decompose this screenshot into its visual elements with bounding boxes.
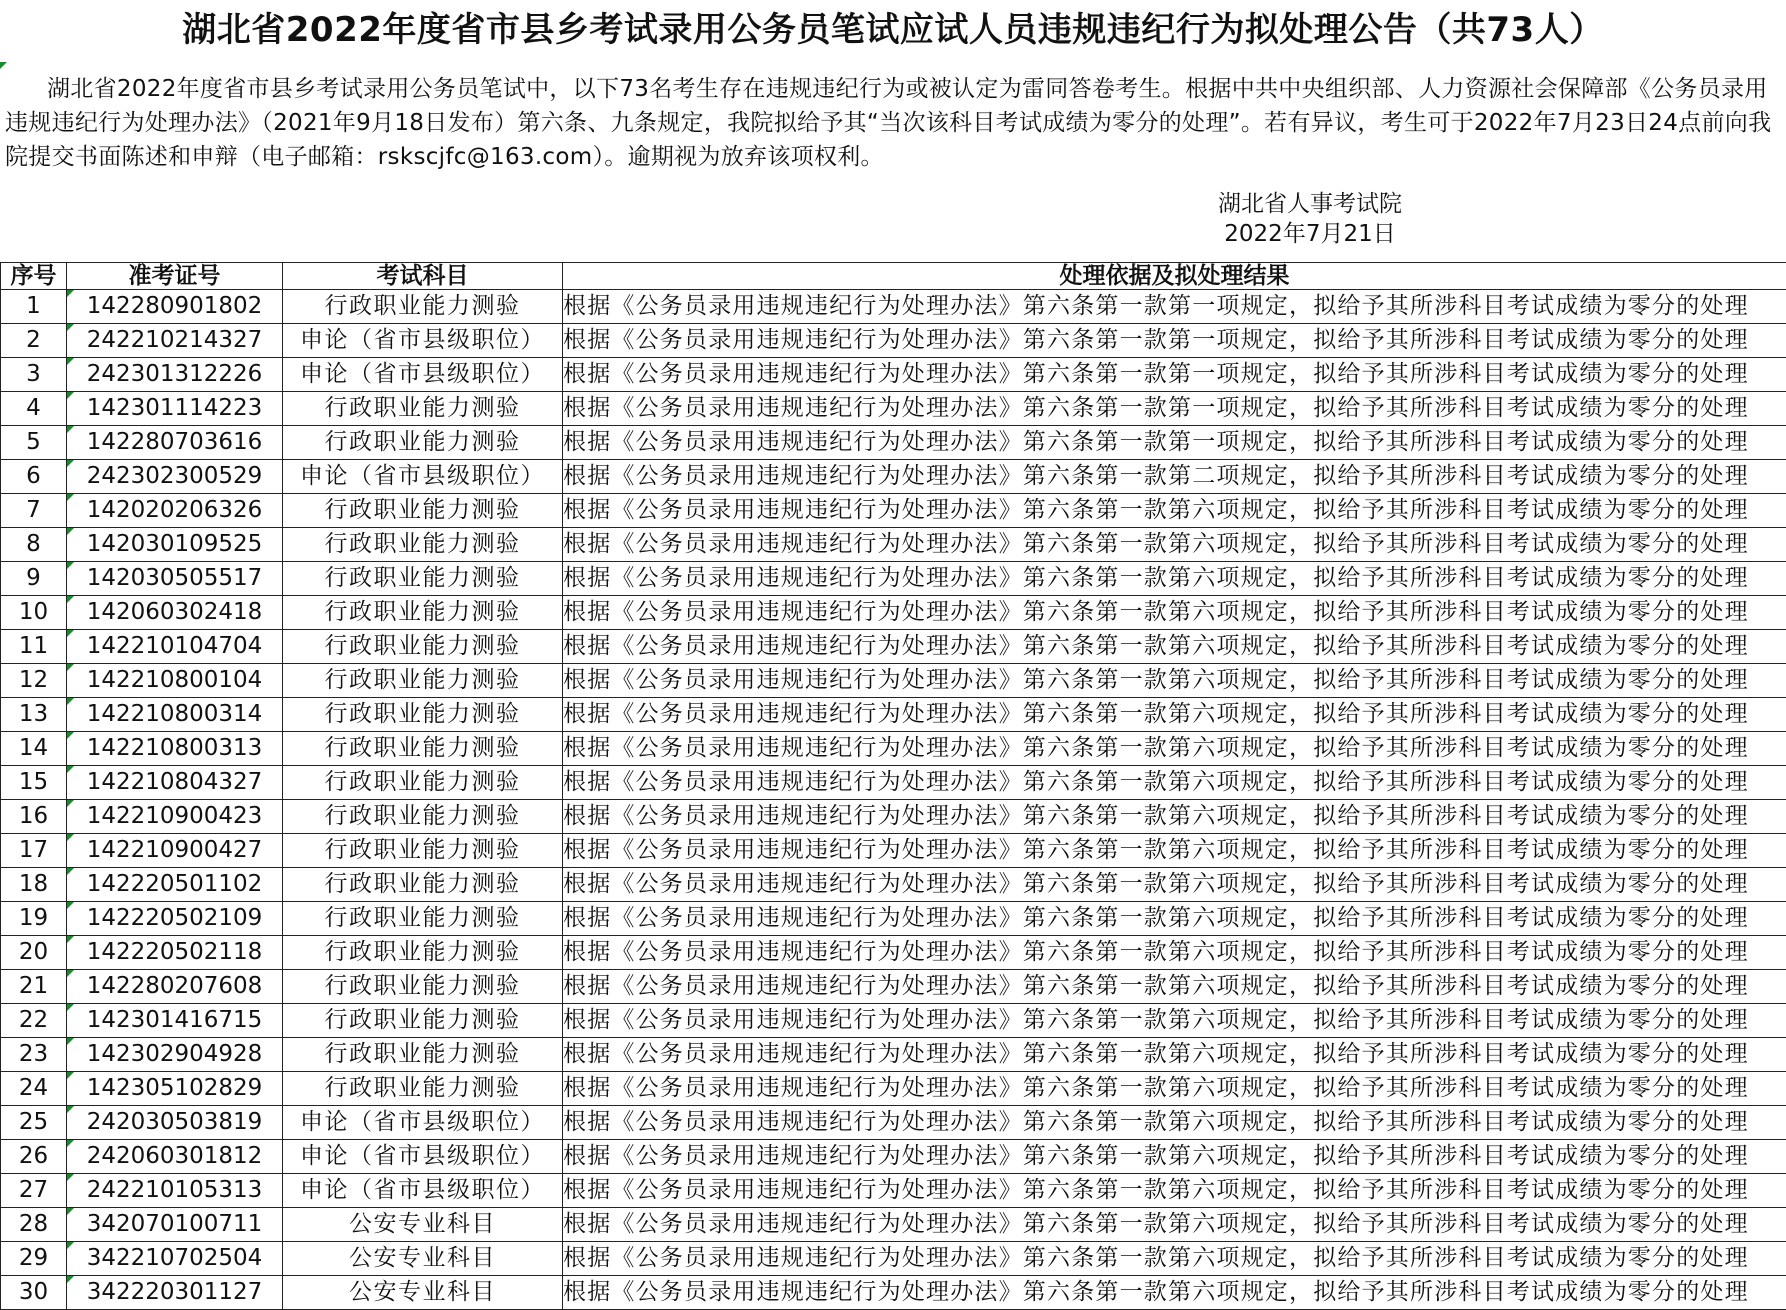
exam-id-cell: 342070100711: [67, 1208, 283, 1242]
subject-cell: 行政职业能力测验: [283, 528, 563, 562]
subject-cell: 申论（省市县级职位）: [283, 358, 563, 392]
exam-id-cell: 242210105313: [67, 1174, 283, 1208]
exam-id-cell: 142220501102: [67, 868, 283, 902]
result-cell: 根据《公务员录用违规违纪行为处理办法》第六条第一款第一项规定，拟给予其所涉科目考试成绩为零分的处理: [563, 290, 1786, 324]
table-row: [1, 630, 1786, 664]
header-seq: 序号: [1, 263, 67, 290]
seq-cell: 11: [1, 630, 67, 664]
table-row: [1, 1140, 1786, 1174]
intro-paragraph: 湖北省2022年度省市县乡考试录用公务员笔试中，以下73名考生存在违规违纪行为或被认定为雷同答卷考生。根据中共中央组织部、人力资源社会保障部《公务员录用违规违纪行为处理办法》（2021年9月18日发布）第六条、九条规定，我院拟给予其“当次该科目考试成绩为零分的处理”。若有异议，考生可于2022年7月23日24点前向我院提交书面陈述和申辩（电子邮箱：rskscjfc@163.com）。逾期视为放弃该项权利。: [5, 76, 1772, 170]
seq-cell: 16: [1, 800, 67, 834]
seq-cell: 29: [1, 1242, 67, 1276]
seq-cell: 21: [1, 970, 67, 1004]
result-cell: 根据《公务员录用违规违纪行为处理办法》第六条第一款第六项规定，拟给予其所涉科目考试成绩为零分的处理: [563, 494, 1786, 528]
exam-id-cell: 142210800104: [67, 664, 283, 698]
table-row: [1, 970, 1786, 1004]
seq-cell: 8: [1, 528, 67, 562]
issuer-name: 湖北省人事考试院: [1218, 191, 1402, 217]
subject-cell: 行政职业能力测验: [283, 630, 563, 664]
result-cell: 根据《公务员录用违规违纪行为处理办法》第六条第一款第一项规定，拟给予其所涉科目考试成绩为零分的处理: [563, 426, 1786, 460]
table-row: [1, 426, 1786, 460]
result-cell: 根据《公务员录用违规违纪行为处理办法》第六条第一款第六项规定，拟给予其所涉科目考试成绩为零分的处理: [563, 630, 1786, 664]
table-row: [1, 766, 1786, 800]
seq-cell: 6: [1, 460, 67, 494]
subject-cell: 行政职业能力测验: [283, 902, 563, 936]
result-cell: 根据《公务员录用违规违纪行为处理办法》第六条第一款第六项规定，拟给予其所涉科目考试成绩为零分的处理: [563, 562, 1786, 596]
subject-cell: 行政职业能力测验: [283, 562, 563, 596]
result-cell: 根据《公务员录用违规违纪行为处理办法》第六条第一款第六项规定，拟给予其所涉科目考试成绩为零分的处理: [563, 1208, 1786, 1242]
table-row: [1, 1208, 1786, 1242]
subject-cell: 行政职业能力测验: [283, 1038, 563, 1072]
subject-cell: 行政职业能力测验: [283, 1004, 563, 1038]
exam-id-cell: 142280207608: [67, 970, 283, 1004]
subject-cell: 申论（省市县级职位）: [283, 324, 563, 358]
result-cell: 根据《公务员录用违规违纪行为处理办法》第六条第一款第六项规定，拟给予其所涉科目考试成绩为零分的处理: [563, 1242, 1786, 1276]
header-result: 处理依据及拟处理结果: [563, 263, 1786, 290]
result-cell: 根据《公务员录用违规违纪行为处理办法》第六条第一款第六项规定，拟给予其所涉科目考试成绩为零分的处理: [563, 936, 1786, 970]
seq-cell: 12: [1, 664, 67, 698]
seq-cell: 2: [1, 324, 67, 358]
subject-cell: 行政职业能力测验: [283, 1072, 563, 1106]
exam-id-cell: 142030109525: [67, 528, 283, 562]
page-title: 湖北省2022年度省市县乡考试录用公务员笔试应试人员违规违纪行为拟处理公告（共73人）: [182, 10, 1604, 50]
seq-cell: 17: [1, 834, 67, 868]
result-cell: 根据《公务员录用违规违纪行为处理办法》第六条第一款第六项规定，拟给予其所涉科目考试成绩为零分的处理: [563, 596, 1786, 630]
table-row: [1, 290, 1786, 324]
subject-cell: 申论（省市县级职位）: [283, 460, 563, 494]
result-cell: 根据《公务员录用违规违纪行为处理办法》第六条第一款第二项规定，拟给予其所涉科目考试成绩为零分的处理: [563, 460, 1786, 494]
exam-id-cell: 142210804327: [67, 766, 283, 800]
exam-id-cell: 242301312226: [67, 358, 283, 392]
result-cell: 根据《公务员录用违规违纪行为处理办法》第六条第一款第六项规定，拟给予其所涉科目考试成绩为零分的处理: [563, 1038, 1786, 1072]
exam-id-cell: 342210702504: [67, 1242, 283, 1276]
exam-id-cell: 242210214327: [67, 324, 283, 358]
table-row: [1, 358, 1786, 392]
seq-cell: 1: [1, 290, 67, 324]
subject-cell: 行政职业能力测验: [283, 868, 563, 902]
subject-cell: 申论（省市县级职位）: [283, 1174, 563, 1208]
result-cell: 根据《公务员录用违规违纪行为处理办法》第六条第一款第六项规定，拟给予其所涉科目考试成绩为零分的处理: [563, 528, 1786, 562]
subject-cell: 行政职业能力测验: [283, 596, 563, 630]
table-row: [1, 1242, 1786, 1276]
table-row: [1, 902, 1786, 936]
table-row: [1, 1038, 1786, 1072]
result-cell: 根据《公务员录用违规违纪行为处理办法》第六条第一款第一项规定，拟给予其所涉科目考试成绩为零分的处理: [563, 392, 1786, 426]
exam-id-cell: 142302904928: [67, 1038, 283, 1072]
table-row: [1, 460, 1786, 494]
table-row: [1, 1276, 1786, 1310]
seq-cell: 30: [1, 1276, 67, 1310]
table-row: [1, 392, 1786, 426]
subject-cell: 行政职业能力测验: [283, 426, 563, 460]
seq-cell: 9: [1, 562, 67, 596]
seq-cell: 4: [1, 392, 67, 426]
seq-cell: 27: [1, 1174, 67, 1208]
exam-id-cell: 142030505517: [67, 562, 283, 596]
seq-cell: 22: [1, 1004, 67, 1038]
subject-cell: 行政职业能力测验: [283, 766, 563, 800]
table-row: [1, 1004, 1786, 1038]
exam-id-cell: 142210900423: [67, 800, 283, 834]
seq-cell: 28: [1, 1208, 67, 1242]
result-cell: 根据《公务员录用违规违纪行为处理办法》第六条第一款第六项规定，拟给予其所涉科目考试成绩为零分的处理: [563, 664, 1786, 698]
seq-cell: 5: [1, 426, 67, 460]
subject-cell: 行政职业能力测验: [283, 970, 563, 1004]
table-body: [1, 290, 1786, 1310]
header-exam-id: 准考证号: [67, 263, 283, 290]
table-row: [1, 1106, 1786, 1140]
result-cell: 根据《公务员录用违规违纪行为处理办法》第六条第一款第六项规定，拟给予其所涉科目考试成绩为零分的处理: [563, 766, 1786, 800]
result-cell: 根据《公务员录用违规违纪行为处理办法》第六条第一款第六项规定，拟给予其所涉科目考试成绩为零分的处理: [563, 1276, 1786, 1310]
result-cell: 根据《公务员录用违规违纪行为处理办法》第六条第一款第六项规定，拟给予其所涉科目考试成绩为零分的处理: [563, 698, 1786, 732]
subject-cell: 申论（省市县级职位）: [283, 1140, 563, 1174]
subject-cell: 行政职业能力测验: [283, 494, 563, 528]
subject-cell: 行政职业能力测验: [283, 800, 563, 834]
exam-id-cell: 142280901802: [67, 290, 283, 324]
table-row: [1, 596, 1786, 630]
seq-cell: 15: [1, 766, 67, 800]
exam-id-cell: 142210900427: [67, 834, 283, 868]
result-cell: 根据《公务员录用违规违纪行为处理办法》第六条第一款第一项规定，拟给予其所涉科目考试成绩为零分的处理: [563, 358, 1786, 392]
result-cell: 根据《公务员录用违规违纪行为处理办法》第六条第一款第六项规定，拟给予其所涉科目考试成绩为零分的处理: [563, 732, 1786, 766]
seq-cell: 18: [1, 868, 67, 902]
seq-cell: 7: [1, 494, 67, 528]
table-row: [1, 1174, 1786, 1208]
table-row: [1, 698, 1786, 732]
subject-cell: 行政职业能力测验: [283, 392, 563, 426]
subject-cell: 行政职业能力测验: [283, 698, 563, 732]
result-cell: 根据《公务员录用违规违纪行为处理办法》第六条第一款第六项规定，拟给予其所涉科目考试成绩为零分的处理: [563, 868, 1786, 902]
exam-id-cell: 142060302418: [67, 596, 283, 630]
seq-cell: 26: [1, 1140, 67, 1174]
exam-id-cell: 142220502118: [67, 936, 283, 970]
seq-cell: 19: [1, 902, 67, 936]
table-row: [1, 800, 1786, 834]
exam-id-cell: 142210800313: [67, 732, 283, 766]
exam-id-cell: 242060301812: [67, 1140, 283, 1174]
table-row: [1, 562, 1786, 596]
subject-cell: 行政职业能力测验: [283, 936, 563, 970]
table-row: [1, 528, 1786, 562]
result-cell: 根据《公务员录用违规违纪行为处理办法》第六条第一款第六项规定，拟给予其所涉科目考试成绩为零分的处理: [563, 1004, 1786, 1038]
result-cell: 根据《公务员录用违规违纪行为处理办法》第六条第一款第六项规定，拟给予其所涉科目考试成绩为零分的处理: [563, 1174, 1786, 1208]
seq-cell: 10: [1, 596, 67, 630]
seq-cell: 14: [1, 732, 67, 766]
subject-cell: 公安专业科目: [283, 1208, 563, 1242]
exam-id-cell: 142301416715: [67, 1004, 283, 1038]
seq-cell: 24: [1, 1072, 67, 1106]
seq-cell: 3: [1, 358, 67, 392]
result-cell: 根据《公务员录用违规违纪行为处理办法》第六条第一款第六项规定，拟给予其所涉科目考试成绩为零分的处理: [563, 1106, 1786, 1140]
result-cell: 根据《公务员录用违规违纪行为处理办法》第六条第一款第六项规定，拟给予其所涉科目考试成绩为零分的处理: [563, 834, 1786, 868]
exam-id-cell: 142305102829: [67, 1072, 283, 1106]
table-row: [1, 868, 1786, 902]
table-row: [1, 1072, 1786, 1106]
table-row: [1, 834, 1786, 868]
result-cell: 根据《公务员录用违规违纪行为处理办法》第六条第一款第六项规定，拟给予其所涉科目考试成绩为零分的处理: [563, 970, 1786, 1004]
exam-id-cell: 142210800314: [67, 698, 283, 732]
result-cell: 根据《公务员录用违规违纪行为处理办法》第六条第一款第六项规定，拟给予其所涉科目考试成绩为零分的处理: [563, 800, 1786, 834]
exam-id-cell: 142280703616: [67, 426, 283, 460]
header-subject: 考试科目: [283, 263, 563, 290]
seq-cell: 13: [1, 698, 67, 732]
exam-id-cell: 142220502109: [67, 902, 283, 936]
table-header-row: [1, 263, 1786, 290]
table-row: [1, 494, 1786, 528]
subject-cell: 行政职业能力测验: [283, 834, 563, 868]
table-row: [1, 324, 1786, 358]
exam-id-cell: 342220301127: [67, 1276, 283, 1310]
exam-id-cell: 142301114223: [67, 392, 283, 426]
result-cell: 根据《公务员录用违规违纪行为处理办法》第六条第一款第一项规定，拟给予其所涉科目考试成绩为零分的处理: [563, 324, 1786, 358]
result-cell: 根据《公务员录用违规违纪行为处理办法》第六条第一款第六项规定，拟给予其所涉科目考试成绩为零分的处理: [563, 1140, 1786, 1174]
violation-table: [0, 262, 1786, 1310]
result-cell: 根据《公务员录用违规违纪行为处理办法》第六条第一款第六项规定，拟给予其所涉科目考试成绩为零分的处理: [563, 1072, 1786, 1106]
exam-id-cell: 242302300529: [67, 460, 283, 494]
cell-marker-icon: [0, 62, 7, 69]
table-row: [1, 936, 1786, 970]
subject-cell: 公安专业科目: [283, 1242, 563, 1276]
subject-cell: 申论（省市县级职位）: [283, 1106, 563, 1140]
table-row: [1, 664, 1786, 698]
seq-cell: 20: [1, 936, 67, 970]
exam-id-cell: 142210104704: [67, 630, 283, 664]
exam-id-cell: 142020206326: [67, 494, 283, 528]
subject-cell: 行政职业能力测验: [283, 290, 563, 324]
issue-date: 2022年7月21日: [1224, 221, 1396, 247]
result-cell: 根据《公务员录用违规违纪行为处理办法》第六条第一款第六项规定，拟给予其所涉科目考试成绩为零分的处理: [563, 902, 1786, 936]
table-row: [1, 732, 1786, 766]
seq-cell: 23: [1, 1038, 67, 1072]
exam-id-cell: 242030503819: [67, 1106, 283, 1140]
seq-cell: 25: [1, 1106, 67, 1140]
subject-cell: 行政职业能力测验: [283, 664, 563, 698]
subject-cell: 行政职业能力测验: [283, 732, 563, 766]
subject-cell: 公安专业科目: [283, 1276, 563, 1310]
